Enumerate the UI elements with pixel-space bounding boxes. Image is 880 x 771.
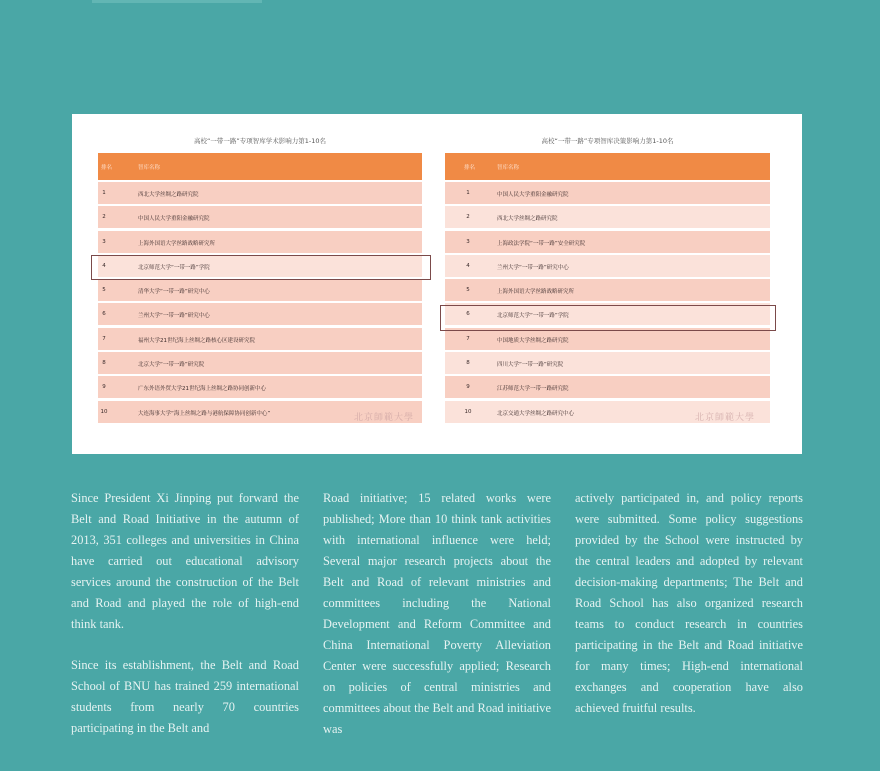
table-body [445, 182, 770, 425]
table-row [98, 328, 422, 350]
name-cell: 上海外国语大学丝路战略研究所 [138, 240, 216, 247]
name-cell: 兰州大学“一带一路”研究中心 [497, 264, 569, 271]
table-body [98, 182, 422, 425]
table-row [98, 279, 422, 301]
table-row [98, 182, 422, 204]
table-row [445, 376, 770, 398]
table-title: 高校“一带一路”专项智库决策影响力第1-10名 [541, 137, 674, 145]
table-row [445, 279, 770, 301]
rank-cell: 4 [466, 262, 470, 269]
table-row [98, 303, 422, 325]
table-row [445, 206, 770, 228]
table-row [98, 206, 422, 228]
text-column-2 [323, 488, 551, 740]
table-row [445, 328, 770, 350]
name-cell: 广东外语外贸大学21世纪海上丝绸之路协同创新中心 [138, 386, 267, 393]
table-row-highlighted [445, 303, 770, 325]
paragraph: Since President Xi Jinping put forward the Belt and Road Initiative in the autumn of 2013, 351 colleges and universities in China have carried out educational advisory services around the construction of the Belt and Road and played the role of high-end think tank. [71, 491, 299, 631]
top-decorative-strip [92, 0, 262, 3]
rank-cell: 4 [102, 262, 106, 269]
rank-cell: 2 [466, 214, 470, 221]
name-cell: 兰州大学“一带一路”研究中心 [138, 313, 210, 320]
name-cell: 四川大学“一带一路”研究院 [497, 362, 564, 369]
rank-cell: 9 [102, 384, 106, 391]
rank-cell: 1 [466, 190, 470, 196]
rank-cell: 3 [102, 238, 106, 245]
table-row [98, 376, 422, 398]
rank-cell: 10 [100, 408, 108, 415]
name-cell: 北京交通大学丝绸之路研究中心 [497, 410, 575, 417]
name-column-header: 智库名称 [497, 165, 520, 171]
name-cell: 清华大学“一带一路”研究中心 [138, 289, 210, 296]
table-row [445, 255, 770, 277]
rank-cell: 6 [466, 311, 470, 318]
name-cell: 大连海事大学“海上丝绸之路与港航保障协同创新中心” [138, 410, 271, 417]
name-cell: 北京大学“一带一路”研究院 [138, 362, 205, 369]
name-cell: 北京师范大学“一带一路”学院 [497, 313, 569, 320]
rank-cell: 5 [466, 287, 470, 294]
rank-cell: 6 [102, 311, 106, 318]
paragraph: Road initiative; 15 related works were published; More than 10 think tank activities with international influence were held; Several major research projects about the Belt and Road of relevant ministries and committees including the National Development and Reform Committee and China International Poverty Alleviation Center were successfully applied; Research on policies of central ministries and committees about the Belt and Road initiative was [323, 491, 551, 736]
table-row [445, 231, 770, 253]
table-row-highlighted [98, 255, 422, 277]
rank-cell: 5 [102, 287, 106, 294]
table-header [445, 153, 770, 180]
paragraph: actively participated in, and policy reports were submitted. Some policy suggestions provided by the School were instructed by the central leaders and adopted by relevant decision-making departments; The Belt and Road School has also organized research teams to conduct research in countries participating in the Belt and Road initiative for many times; High-end international exchanges and cooperation have also achieved fruitful results. [575, 491, 803, 715]
university-stamp: 北京師範大學 [695, 413, 756, 423]
rank-cell: 9 [466, 384, 470, 391]
rank-cell: 8 [466, 360, 470, 367]
name-column-header: 智库名称 [138, 165, 161, 171]
table-title: 高校“一带一路”专项智库学术影响力第1-10名 [194, 137, 326, 145]
rank-cell: 8 [102, 360, 106, 367]
table-header [98, 153, 422, 180]
text-column-3 [575, 488, 803, 719]
name-cell: 中国人民大学重阳金融研究院 [138, 216, 210, 223]
table-row [98, 231, 422, 253]
rank-cell: 2 [102, 214, 106, 221]
rank-column-header: 排名 [464, 165, 476, 171]
rank-cell: 7 [466, 335, 470, 342]
rank-column-header: 排名 [101, 165, 113, 171]
rank-cell: 3 [466, 238, 470, 245]
name-cell: 西北大学丝绸之路研究院 [497, 216, 558, 223]
name-cell: 上海政法学院“一带一路”安全研究院 [497, 240, 586, 247]
table-row [445, 352, 770, 374]
table-row [98, 352, 422, 374]
name-cell: 江苏师范大学一带一路研究院 [497, 386, 569, 393]
table-row [445, 182, 770, 204]
rank-cell: 1 [102, 190, 106, 196]
name-cell: 中国人民大学重阳金融研究院 [497, 192, 569, 198]
rank-cell: 7 [102, 335, 106, 342]
rankings-image-panel [72, 114, 802, 454]
university-stamp: 北京師範大學 [354, 413, 415, 423]
name-cell: 西北大学丝绸之路研究院 [138, 192, 199, 198]
paragraph: Since its establishment, the Belt and Road School of BNU has trained 259 international students from nearly 70 countries participating in the Belt and [71, 658, 299, 735]
text-column-1 [71, 488, 299, 739]
name-cell: 福州大学21世纪海上丝绸之路核心区建设研究院 [138, 337, 256, 344]
name-cell: 上海外国语大学丝路战略研究所 [497, 289, 575, 296]
name-cell: 北京师范大学“一带一路”学院 [138, 264, 210, 271]
rank-cell: 10 [464, 408, 472, 415]
name-cell: 中国地质大学丝绸之路研究院 [497, 337, 569, 344]
